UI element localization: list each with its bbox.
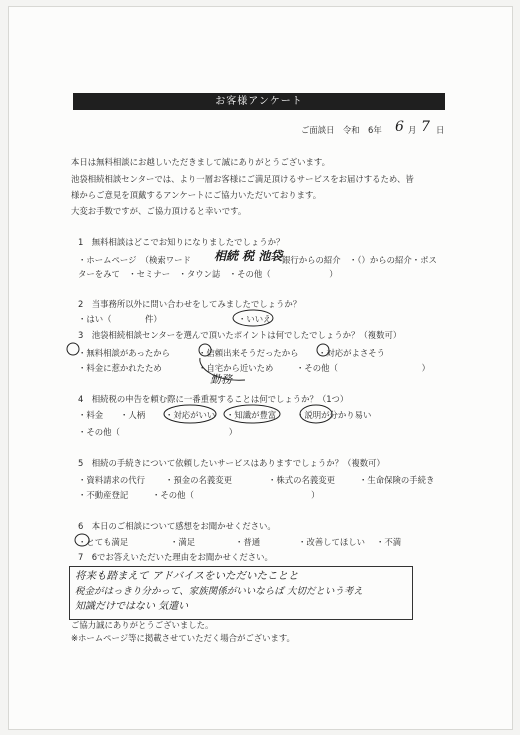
q1-option-homepage: ・ホームページ （検索ワード [78, 255, 191, 265]
q3-question: 3 池袋相続相談センターを選んで頂いたポイントは何でしたでしょうか？（複数可） [78, 330, 402, 340]
date-day-unit: 日 [436, 125, 445, 135]
date-day-handwritten: 7 [421, 119, 430, 135]
date-month-handwritten: 6 [395, 119, 404, 135]
q4-option-personality: ・人柄 [120, 410, 146, 420]
q6-option-improve: ・改善してほしい [298, 537, 365, 547]
intro-line-2: 池袋相続相談センターでは、より一層お客様にご満足頂けるサービスをお届けするため、皆 [71, 174, 414, 184]
intro-line-3: 様からご意見を頂戴するアンケートにご協力いただいております。 [71, 190, 322, 200]
q6-option-dissatisfied: ・不満 [376, 537, 402, 547]
q2-option-yes: ・はい（ 件） [78, 314, 162, 324]
q3-option-trust: ・信頼出来そうだったから [198, 348, 299, 358]
closing-text: ご協力誠にありがとうございました。 [71, 620, 214, 630]
q3-option-free-consult: ・無料相談があったから [78, 348, 171, 358]
q5-option-real-estate: ・不動産登記 [78, 490, 129, 500]
q7-handwritten-line-3: 知識だけではない 気遣い [75, 601, 189, 612]
q1-question: 1 無料相談はどこでお知りになりましたでしょうか？ [78, 237, 285, 247]
q4-option-good-response: ・対応がいい [165, 410, 216, 420]
q7-question: 7 6でお答えいただいた理由をお聞かせください。 [78, 552, 273, 562]
q1-option-bank: 銀行からの紹介 ・（）からの紹介・ポス [282, 255, 437, 265]
q4-question: 4 相続税の申告を頼む際に一番重視することは何でしょうか？（1つ） [78, 394, 349, 404]
q4-option-price: ・料金 [78, 410, 104, 420]
q4-option-clear-explanation: ・説明が分かり易い [296, 410, 372, 420]
q7-handwritten-line-1: 将来も踏まえて アドバイスをいただいたことと [75, 570, 299, 582]
q5-option-documents: ・資料請求の代行 [78, 475, 145, 485]
intro-line-4: 大変お手数ですが、ご協力頂けると幸いです。 [71, 206, 247, 216]
q2-option-no: ・いいえ [238, 314, 272, 324]
q3-option-near-home: ・自宅から近いため [198, 363, 274, 373]
q4-option-knowledge: ・知識が豊富 [226, 410, 277, 420]
q7-handwritten-line-2: 税金がはっきり分かって、家族関係がいいならば 大切だという考え [75, 586, 363, 597]
q6-option-satisfied: ・満足 [170, 537, 196, 547]
q3-handwritten-note: 勤務 [210, 373, 232, 386]
footnote-text: ※ホームページ等に掲載させていただく場合がございます。 [71, 633, 295, 643]
q4-option-other: ・その他（ ） [78, 427, 238, 437]
survey-title: お客様アンケート [73, 93, 445, 110]
q2-question: 2 当事務所以外に問い合わせをしてみましたでしょうか？ [78, 299, 302, 309]
q6-option-very-satisfied: ・とても満足 [78, 537, 129, 547]
q6-question: 6 本日のご相談について感想をお聞かせください。 [78, 521, 276, 531]
q5-option-insurance: ・生命保険の手続き [359, 475, 435, 485]
date-label: ご面談日 令和 6年 [301, 125, 382, 135]
q5-option-deposit: ・預金の名義変更 [165, 475, 232, 485]
q1-option-row2: ターをみて ・セミナー ・タウン誌 ・その他（ ） [78, 269, 338, 279]
q1-handwritten-keyword: 相続 税 池袋 [214, 249, 283, 263]
intro-line-1: 本日は無料相談にお越しいただきまして誠にありがとうございます。 [71, 157, 330, 167]
q5-option-other: ・その他（ ） [152, 490, 320, 500]
q6-option-normal: ・普通 [235, 537, 261, 547]
q5-question: 5 相続の手続きについて依頼したいサービスはありますでしょうか？（複数可） [78, 458, 385, 468]
q3-option-response: ・対応がよさそう [318, 348, 385, 358]
date-month-unit: 月 [408, 125, 417, 135]
q3-option-price: ・料金に惹かれたため [78, 363, 162, 373]
q3-option-other: ・その他（ ） [296, 363, 430, 373]
q5-option-stock: ・株式の名義変更 [268, 475, 335, 485]
